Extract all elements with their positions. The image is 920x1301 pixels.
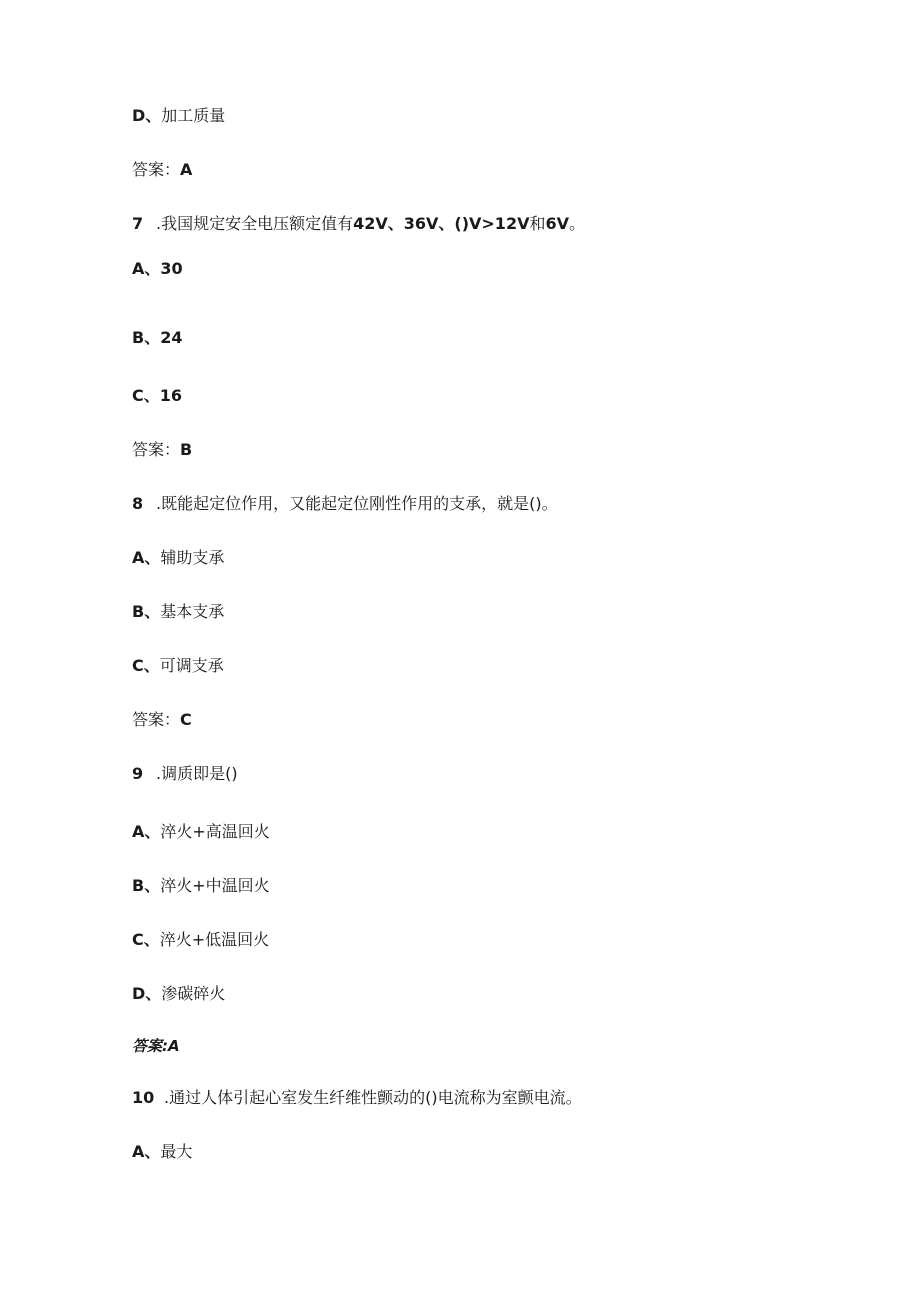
- option-label: C、: [132, 930, 160, 949]
- q7-option-a: [132, 259, 183, 279]
- question-stem-value: 6V: [545, 214, 569, 233]
- question-stem: .我国规定安全电压额定值有: [156, 214, 354, 233]
- q8-option-b: [132, 602, 224, 622]
- option-text: 淬火+高温回火: [160, 822, 270, 841]
- answer-value: C: [180, 710, 192, 729]
- option-text: 16: [159, 386, 183, 405]
- question-stem: .调质即是(): [156, 764, 238, 783]
- question-number: 7: [132, 214, 144, 233]
- option-text: 渗碳碎火: [161, 984, 226, 1003]
- question-8: [132, 494, 558, 514]
- q10-option-a: [132, 1142, 192, 1162]
- option-text: 加工质量: [161, 106, 226, 125]
- question-stem: .通过人体引起心室发生纤维性颤动的()电流称为室颤电流。: [164, 1088, 582, 1107]
- option-label: D、: [132, 106, 162, 125]
- q8-option-a: [132, 548, 224, 568]
- option-text: 淬火+低温回火: [159, 930, 270, 949]
- q7-answer: [132, 440, 192, 460]
- question-number: 8: [132, 494, 144, 513]
- option-label: A、: [132, 259, 161, 278]
- option-text: 辅助支承: [160, 548, 225, 567]
- answer-label: 答案：: [132, 160, 181, 179]
- option-text: 可调支承: [159, 656, 224, 675]
- q9-option-a: [132, 822, 270, 842]
- q9-option-b: [132, 876, 270, 896]
- option-label: A、: [132, 1142, 161, 1161]
- question-10: [132, 1088, 582, 1108]
- option-label: B、: [132, 876, 161, 895]
- q6-option-d: [132, 106, 225, 126]
- option-text: 30: [160, 259, 183, 278]
- option-label: C、: [132, 386, 160, 405]
- option-label: C、: [132, 656, 160, 675]
- q8-answer: [132, 710, 192, 730]
- option-label: B、: [132, 602, 161, 621]
- option-label: A、: [132, 548, 161, 567]
- answer-value: B: [180, 440, 193, 459]
- option-text: 基本支承: [160, 602, 225, 621]
- option-text: 24: [160, 328, 183, 347]
- q9-answer: [132, 1036, 180, 1056]
- answer-text: 答案:A: [132, 1037, 180, 1055]
- option-label: B、: [132, 328, 161, 347]
- option-label: D、: [132, 984, 162, 1003]
- answer-label: 答案：: [132, 710, 181, 729]
- question-number: 10: [132, 1088, 155, 1107]
- answer-value: A: [180, 160, 193, 179]
- question-stem-end: 。: [569, 214, 586, 233]
- option-text: 淬火+中温回火: [160, 876, 270, 895]
- q9-option-c: [132, 930, 269, 950]
- question-stem: .既能起定位作用，又能起定位刚性作用的支承，就是()。: [156, 494, 558, 513]
- q7-option-b: [132, 328, 182, 348]
- question-stem-conj: 和: [529, 214, 546, 233]
- q6-answer: [132, 160, 192, 180]
- option-label: A、: [132, 822, 161, 841]
- question-9: [132, 764, 238, 784]
- question-7: [132, 214, 585, 234]
- q8-option-c: [132, 656, 224, 676]
- answer-label: 答案：: [132, 440, 181, 459]
- question-number: 9: [132, 764, 144, 783]
- q7-option-c: [132, 386, 182, 406]
- question-stem-values: 42V、36V、()V>12V: [353, 214, 530, 233]
- option-text: 最大: [160, 1142, 193, 1161]
- q9-option-d: [132, 984, 225, 1004]
